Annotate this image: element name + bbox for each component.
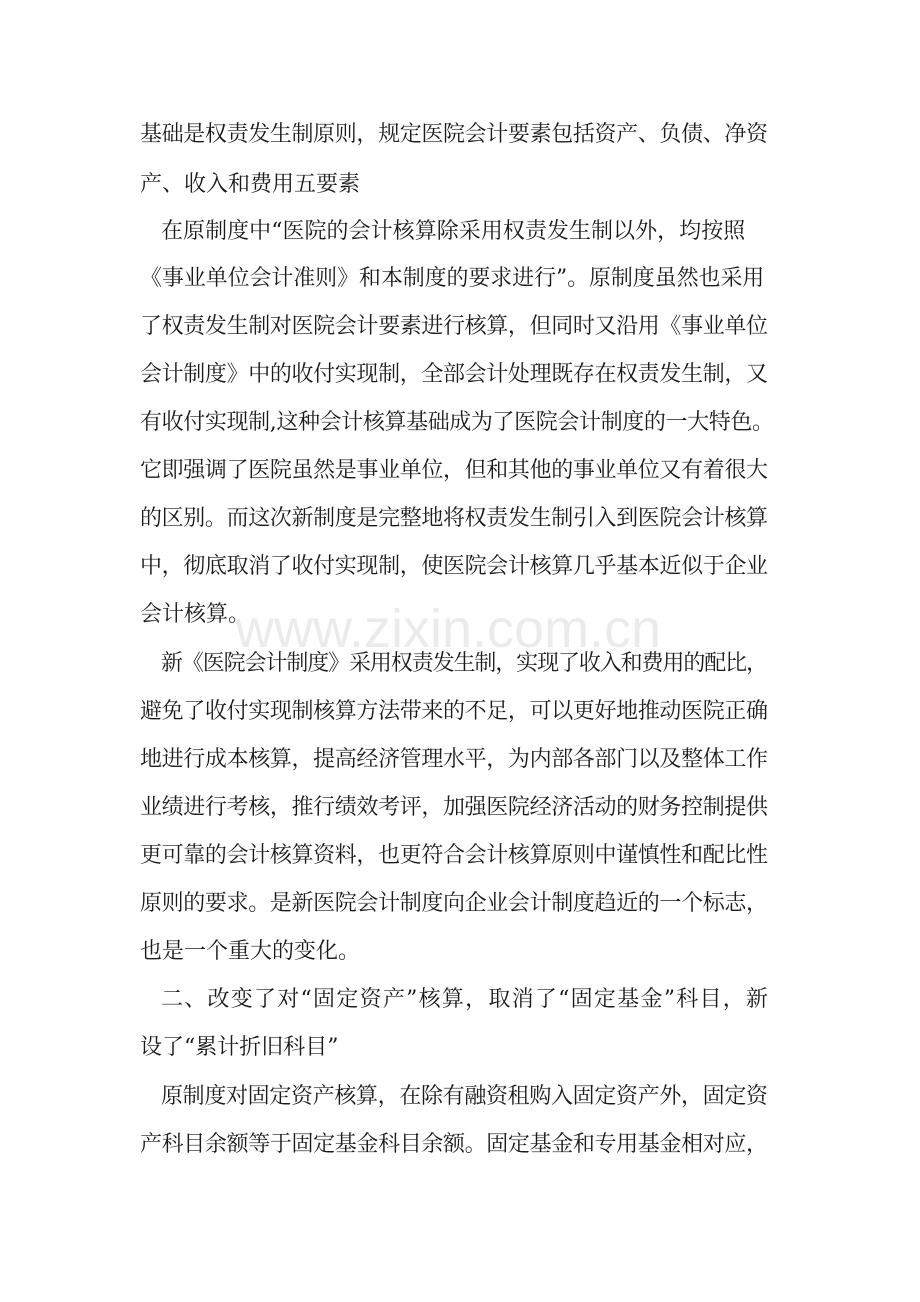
text-line: 产科目余额等于固定基金科目余额。固定基金和专用基金相对应， (140, 1132, 768, 1157)
section-heading: 二、改变了对“固定资产”核算，取消了“固定基金”科目，新 (161, 987, 770, 1012)
text-line: 也是一个重大的变化。 (140, 939, 361, 964)
text-line: 的区别。而这次新制度是完整地将权责发生制引入到医院会计核算 (140, 506, 768, 531)
text-line: 基础是权责发生制原则，规定医院会计要素包括资产、负债、净资 (140, 122, 768, 147)
text-line: 它即强调了医院虽然是事业单位，但和其他的事业单位又有着很大 (140, 458, 768, 483)
text-line: 新《医院会计制度》采用权责发生制，实现了收入和费用的配比， (161, 651, 767, 676)
text-line: 更可靠的会计核算资料，也更符合会计核算原则中谨慎性和配比性 (140, 843, 768, 868)
text-line: 地进行成本核算，提高经济管理水平，为内部各部门以及整体工作 (140, 747, 768, 772)
text-line: 了权责发生制对医院会计要素进行核算，但同时又沿用《事业单位 (140, 314, 768, 339)
text-line: 有收付实现制,这种会计核算基础成为了医院会计制度的一大特色。 (140, 410, 774, 435)
text-line: 原制度对固定资产核算，在除有融资租购入固定资产外，固定资 (161, 1084, 768, 1109)
text-line: 原则的要求。是新医院会计制度向企业会计制度趋近的一个标志， (140, 891, 768, 916)
text-line: 中，彻底取消了收付实现制，使医院会计核算几乎基本近似于企业 (140, 554, 768, 579)
section-heading: 设了“累计折旧科目” (140, 1035, 339, 1060)
watermark: www.zixin.com.cn (235, 599, 662, 659)
text-line: 避免了收付实现制核算方法带来的不足，可以更好地推动医院正确 (140, 699, 768, 724)
text-line: 产、收入和费用五要素 (140, 172, 361, 197)
text-line: 会计制度》中的收付实现制，全部会计处理既存在权责发生制，又 (140, 362, 768, 387)
text-line: 业绩进行考核，推行绩效考评，加强医院经济活动的财务控制提供 (140, 795, 768, 820)
text-line: 《事业单位会计准则》和本制度的要求进行”。原制度虽然也采用 (140, 266, 765, 291)
text-line: 在原制度中“医院的会计核算除采用权责发生制以外，均按照 (161, 219, 746, 244)
text-line: 会计核算。 (140, 602, 251, 627)
